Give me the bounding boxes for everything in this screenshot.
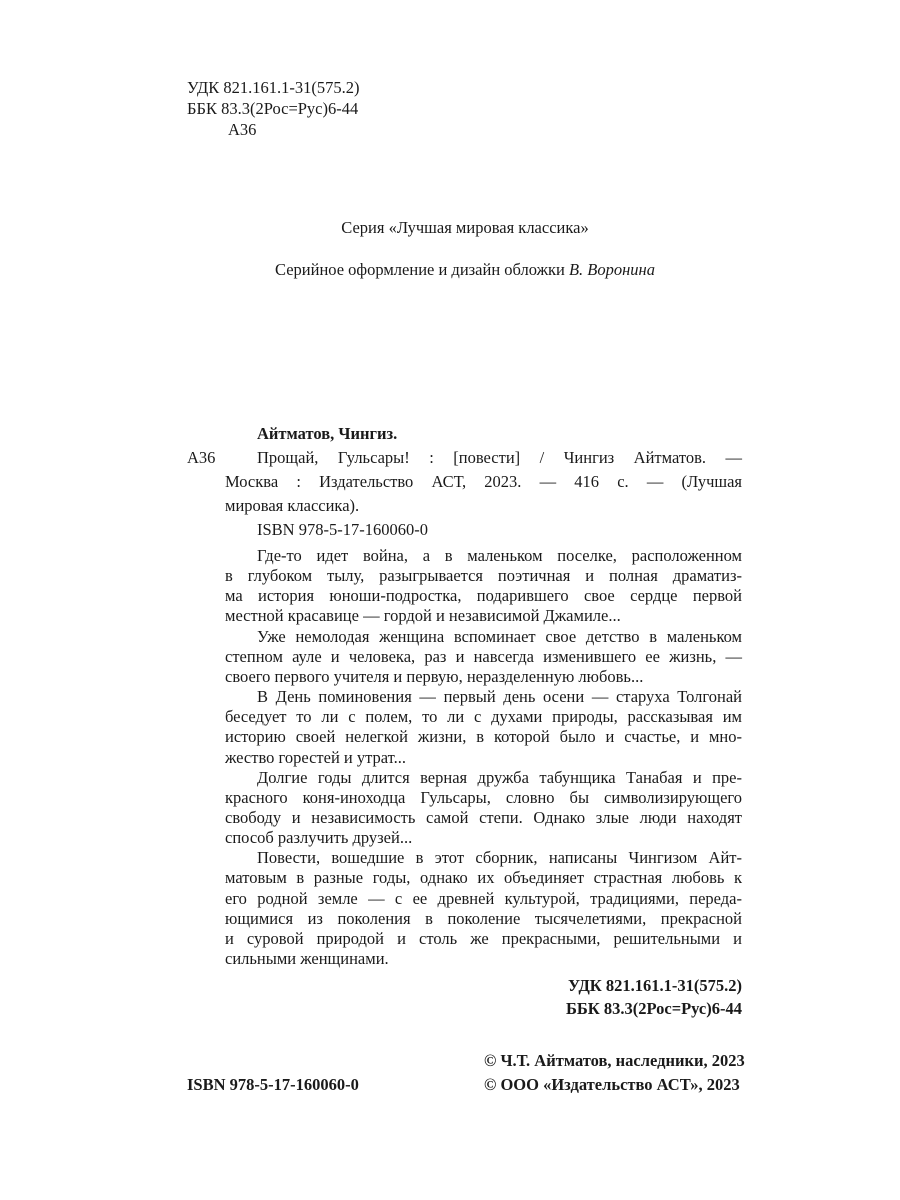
designer-name: В. Воронина <box>568 260 655 279</box>
annotation-line: ющимися из поколения в поколение тысячелетиями, прекрасной <box>225 908 742 928</box>
annotation-line: матовым в разные годы, однако их объединяет страстная любовь к <box>225 868 742 888</box>
author-mark: А36 <box>228 120 257 139</box>
bib-mark: А36 <box>187 448 216 467</box>
design-credit-label: Серийное оформление и дизайн обложки <box>275 260 565 279</box>
annotation-line: Долгие годы длится верная дружба табунщика Танабая и пре- <box>257 767 742 787</box>
annotation-line: местной красавице — гордой и независимой Джамиле... <box>225 606 621 626</box>
bottom-bbk: ББК 83.3(2Рос=Рус)6-44 <box>565 999 742 1018</box>
series-title: Серия «Лучшая мировая классика» <box>341 218 589 237</box>
annotation-line: жество горестей и утрат... <box>225 747 407 767</box>
annotation-line: способ разлучить друзей... <box>225 828 413 848</box>
bib-author: Айтматов, Чингиз. <box>257 424 398 443</box>
bottom-udk: УДК 821.161.1-31(575.2) <box>568 976 742 995</box>
bottom-isbn: ISBN 978-5-17-160060-0 <box>187 1075 359 1094</box>
annotation-line: его родной земле — с ее древней культурой, традициями, переда- <box>225 888 742 908</box>
annotation-line: Уже немолодая женщина вспоминает свое детство в маленьком <box>257 626 742 646</box>
annotation-line: В День поминовения — первый день осени — старуха Толгонай <box>257 687 742 707</box>
design-credit <box>0 260 900 280</box>
annotation-line: красного коня-иноходца Гульсары, словно бы символизирующего <box>225 787 742 807</box>
annotation-line: Где-то идет война, а в маленьком поселке, расположенном <box>257 546 742 565</box>
annotation-line: в глубоком тылу, разыгрывается поэтичная и полная драматиз- <box>225 566 742 586</box>
bbk-code: ББК 83.3(2Рос=Рус)6-44 <box>187 99 359 118</box>
bib-isbn: ISBN 978-5-17-160060-0 <box>257 520 428 539</box>
copyright-line: © Ч.Т. Айтматов, наследники, 2023 <box>484 1051 745 1070</box>
udk-code: УДК 821.161.1-31(575.2) <box>187 78 360 97</box>
copyright-line: © ООО «Издательство АСТ», 2023 <box>484 1075 740 1094</box>
annotation-line: свободу и независимость самой степи. Однако злые люди находят <box>225 807 742 827</box>
annotation-line: и суровой природой и столь же прекрасными, решительными и <box>225 928 742 948</box>
annotation-line: своего первого учителя и первую, неразделенную любовь... <box>225 666 644 686</box>
annotation-line: ма история юноши-подростка, подарившего свое сердце первой <box>225 586 742 606</box>
bib-line: Прощай, Гульсары! : [повести] / Чингиз Айтматов. — <box>257 448 742 467</box>
bib-line: мировая классика). <box>225 496 360 515</box>
annotation-line: историю своей нелегкой жизни, в которой было и счастье, и мно- <box>225 727 742 747</box>
annotation-line: Повести, вошедшие в этот сборник, написаны Чингизом Айт- <box>257 848 742 868</box>
annotation-line: сильными женщинами. <box>225 949 389 968</box>
bib-line: Москва : Издательство АСТ, 2023. — 416 с. — (Лучшая <box>225 472 742 491</box>
annotation-line: степном ауле и человека, раз и навсегда изменившего ее жизнь, — <box>225 646 742 666</box>
annotation-line: беседует то ли с полем, то ли с духами природы, рассказывая им <box>225 707 742 727</box>
